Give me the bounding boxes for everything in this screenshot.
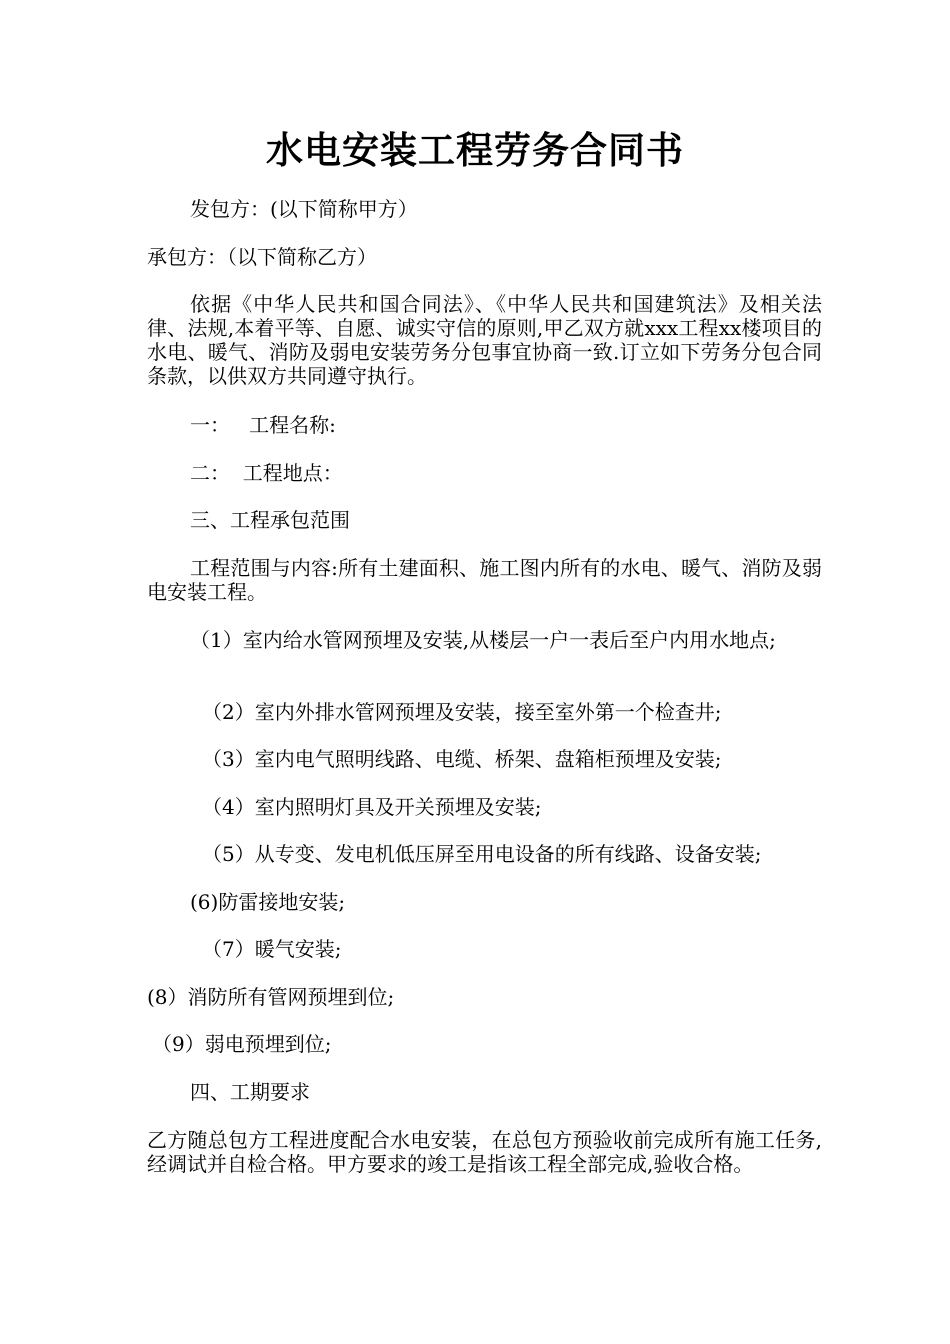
document-title: 水电安装工程劳务合同书 [266,128,684,172]
section-2-project-location: 二： 工程地点： [190,461,343,485]
scope-paragraph: 工程范围与内容:所有土建面积、施工图内所有的水电、暖气、消防及弱电安装工程。 [147,556,822,604]
scope-item-2: （2）室内外排水管网预埋及安装，接至室外第一个检查井; [202,700,722,724]
scope-item-5: （5）从专变、发电机低压屏至用电设备的所有线路、设备安装; [202,842,762,866]
scope-item-6: (6)防雷接地安装; [190,890,346,914]
section-1-project-name: 一： 工程名称: [190,413,336,437]
basis-paragraph: 依据《中华人民共和国合同法》、《中华人民共和国建筑法》及相关法律、法规,本着平等、自愿、诚实守信的原则,甲乙双方就xxx工程xx楼项目的水电、暖气、消防及弱电安装劳务分包事宜协商一致.订立如下劳务分包合同条款，以供双方共同遵守执行。 [147,292,822,388]
party-a-line: 发包方：(以下简称甲方） [190,197,418,221]
scope-item-8: (8）消防所有管网预埋到位; [147,985,395,1009]
party-b-line: 承包方：（以下简称乙方） [147,245,377,269]
scope-item-7: （7）暖气安装; [202,937,342,961]
scope-item-4: （4）室内照明灯具及开关预埋及安装; [202,795,542,819]
section-3-heading: 三、工程承包范围 [190,508,350,532]
scope-item-9: （9）弱电预埋到位; [152,1032,332,1056]
section-4-heading: 四、工期要求 [190,1080,310,1104]
scope-item-3: （3）室内电气照明线路、电缆、桥架、盘箱柜预埋及安装; [202,747,722,771]
schedule-paragraph: 乙方随总包方工程进度配合水电安装，在总包方预验收前完成所有施工任务,经调试并自检合格。甲方要求的竣工是指该工程全部完成,验收合格。 [147,1128,822,1176]
scope-item-1: （1）室内给水管网预埋及安装,从楼层一户一表后至户内用水地点; [190,628,776,652]
